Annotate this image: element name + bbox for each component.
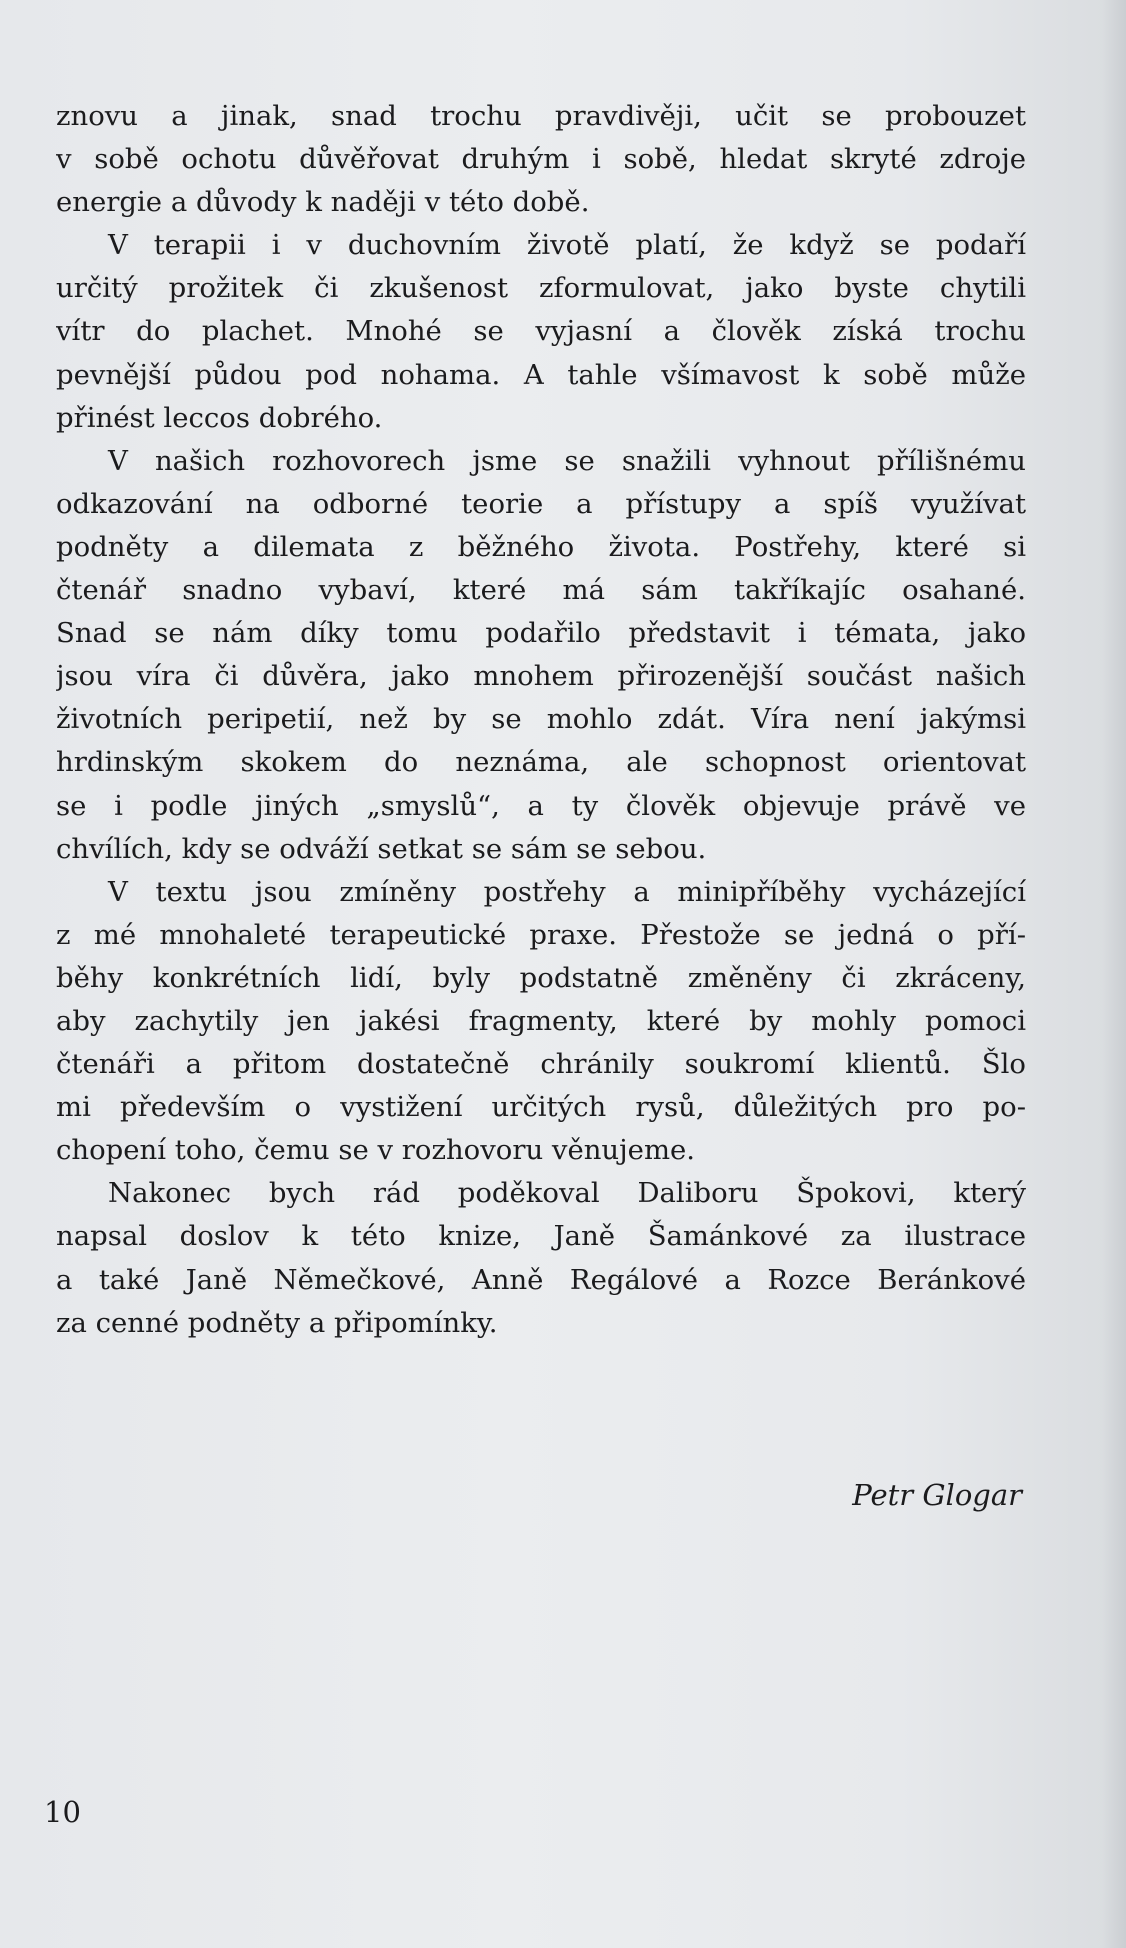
text-line: čtenáři a přitom dostatečně chránily soukromí klientů. Šlo bbox=[56, 1048, 1026, 1081]
text-line: chopení toho, čemu se v rozhovoru věnujeme. bbox=[56, 1134, 696, 1167]
page-edge-shadow bbox=[1102, 0, 1126, 1948]
text-line: mi především o vystižení určitých rysů, důležitých pro po- bbox=[56, 1091, 1026, 1124]
text-line: V našich rozhovorech jsme se snažili vyhnout přílišnému bbox=[108, 444, 1026, 477]
text-line: podněty a dilemata z běžného života. Postřehy, které si bbox=[56, 530, 1026, 563]
text-line: V terapii i v duchovním životě platí, že když se podaří bbox=[108, 229, 1026, 262]
body-text bbox=[56, 95, 1026, 1345]
text-line: v sobě ochotu důvěřovat druhým i sobě, hledat skryté zdroje bbox=[56, 143, 1026, 176]
text-line: napsal doslov k této knize, Janě Šamánkové za ilustrace bbox=[56, 1220, 1026, 1253]
author-signature: Petr Glogar bbox=[852, 1478, 1022, 1512]
text-line: se i podle jiných „smyslů“, a ty člověk objevuje právě ve bbox=[56, 789, 1026, 822]
text-line: vítr do plachet. Mnohé se vyjasní a člověk získá trochu bbox=[56, 315, 1026, 348]
text-line: přinést leccos dobrého. bbox=[56, 401, 383, 434]
text-line: životních peripetií, než by se mohlo zdát. Víra není jakýmsi bbox=[56, 703, 1026, 736]
text-line: jsou víra či důvěra, jako mnohem přirozenější součást našich bbox=[56, 660, 1026, 693]
text-line: znovu a jinak, snad trochu pravdivěji, učit se probouzet bbox=[56, 100, 1026, 132]
text-line: za cenné podněty a připomínky. bbox=[56, 1306, 498, 1339]
page-number: 10 bbox=[44, 1795, 81, 1829]
text-line: Snad se nám díky tomu podařilo představit i témata, jako bbox=[56, 617, 1026, 650]
text-line: aby zachytily jen jakési fragmenty, které by mohly pomoci bbox=[56, 1004, 1026, 1037]
text-line: chvílích, kdy se odváží setkat se sám se sebou. bbox=[56, 832, 707, 865]
text-line: běhy konkrétních lidí, byly podstatně změněny či zkráceny, bbox=[56, 961, 1026, 994]
text-line: Nakonec bych rád poděkoval Daliboru Špokovi, který bbox=[108, 1177, 1026, 1210]
text-line: hrdinským skokem do neznáma, ale schopnost orientovat bbox=[56, 746, 1026, 779]
text-line: určitý prožitek či zkušenost zformulovat, jako byste chytili bbox=[56, 272, 1026, 305]
text-line: čtenář snadno vybaví, které má sám takříkajíc osahané. bbox=[56, 574, 1026, 607]
text-line: a také Janě Němečkové, Anně Regálové a Rozce Beránkové bbox=[56, 1263, 1026, 1296]
text-line: z mé mnohaleté terapeutické praxe. Přestože se jedná o pří- bbox=[56, 918, 1026, 951]
text-line: odkazování na odborné teorie a přístupy a spíš využívat bbox=[56, 487, 1026, 520]
text-line: V textu jsou zmíněny postřehy a minipříběhy vycházející bbox=[108, 875, 1026, 908]
text-line: pevnější půdou pod nohama. A tahle všímavost k sobě může bbox=[56, 358, 1026, 391]
text-line: energie a důvody k naději v této době. bbox=[56, 186, 590, 219]
